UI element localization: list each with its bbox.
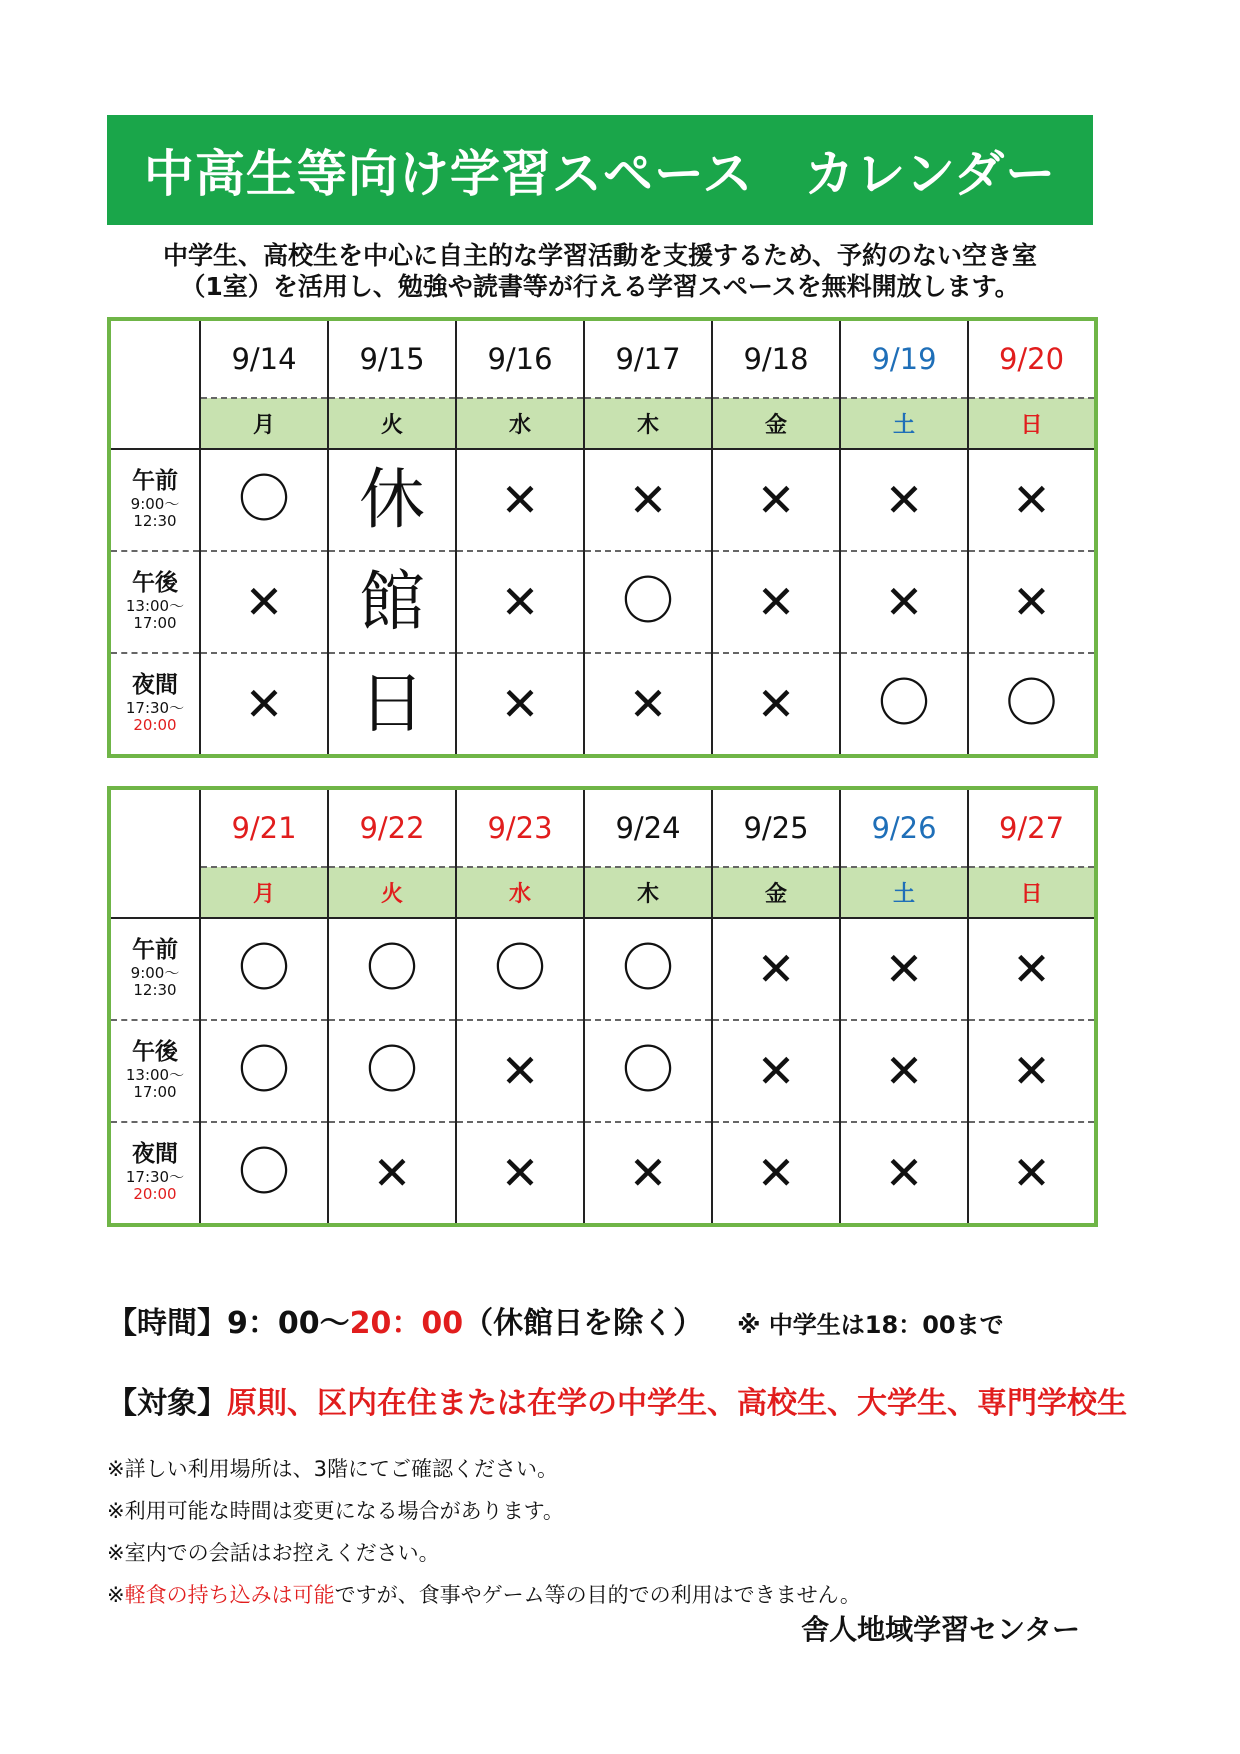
slot-row	[109, 449, 1096, 551]
availability-cell	[840, 918, 968, 1020]
open-mark: 〇	[1005, 674, 1058, 734]
organization-name: 舎人地域学習センター	[801, 1613, 1080, 1646]
weekday-cell: 日	[968, 867, 1096, 918]
closed-mark: ✕	[1012, 473, 1051, 527]
slot-label	[109, 918, 200, 1020]
date-cell: 9/21	[200, 788, 328, 867]
slot-time-end: 12:30	[133, 981, 177, 999]
open-mark: 〇	[237, 1041, 290, 1101]
date-row	[109, 319, 1096, 398]
holiday-mark: 館	[359, 563, 425, 640]
availability-cell	[200, 918, 328, 1020]
open-mark: 〇	[365, 939, 418, 999]
open-mark: 〇	[877, 674, 930, 734]
date-cell: 9/18	[712, 319, 840, 398]
closed-mark: ✕	[372, 1146, 412, 1200]
closed-mark: ✕	[1012, 1146, 1051, 1200]
weekday-cell: 木	[584, 398, 712, 449]
closed-mark: ✕	[1012, 942, 1051, 996]
slot-time-start: 9:00～	[130, 495, 180, 513]
open-mark: 〇	[237, 939, 290, 999]
closed-mark: ✕	[500, 473, 540, 527]
note-text: ですが、食事やゲーム等の目的での利用はできません。	[334, 1583, 861, 1607]
note-prefix: ※	[107, 1583, 125, 1607]
slot-row	[109, 653, 1096, 756]
note-item: ※室内での会話はお控えください。	[107, 1541, 440, 1565]
open-mark: 〇	[493, 939, 546, 999]
holiday-mark: 休	[359, 461, 425, 538]
closed-mark: ✕	[500, 1146, 540, 1200]
availability-cell	[968, 1020, 1096, 1122]
closed-mark: ✕	[628, 473, 668, 527]
closed-mark: ✕	[756, 473, 796, 527]
target-text: 原則、区内在住または在学の中学生、高校生、大学生、専門学校生	[227, 1386, 1127, 1421]
holiday-mark: 日	[359, 665, 425, 742]
hours-suffix: （休館日を除く）	[463, 1306, 704, 1341]
slot-time-start: 13:00～	[125, 597, 185, 615]
availability-cell	[328, 551, 456, 653]
weekday-cell: 土	[840, 867, 968, 918]
availability-cell	[584, 1122, 712, 1225]
availability-cell	[712, 449, 840, 551]
availability-cell	[584, 653, 712, 756]
hours-note: ※ 中学生は18：00まで	[737, 1311, 1004, 1339]
slot-time-start: 9:00～	[130, 964, 180, 982]
closed-mark: ✕	[756, 575, 796, 629]
open-mark: 〇	[365, 1041, 418, 1101]
availability-cell	[968, 1122, 1096, 1225]
availability-cell	[200, 1020, 328, 1122]
date-cell: 9/26	[840, 788, 968, 867]
closed-mark: ✕	[500, 677, 540, 731]
availability-cell	[968, 551, 1096, 653]
hours-label: 【時間】	[107, 1306, 227, 1341]
slot-label	[109, 551, 200, 653]
hours-info	[107, 1298, 1004, 1342]
closed-mark: ✕	[244, 677, 284, 731]
date-row	[109, 788, 1096, 867]
availability-cell	[456, 1122, 584, 1225]
open-mark: 〇	[621, 572, 674, 632]
availability-cell	[200, 551, 328, 653]
slot-label	[109, 449, 200, 551]
closed-mark: ✕	[756, 1146, 796, 1200]
weekday-cell: 日	[968, 398, 1096, 449]
open-mark: 〇	[237, 1143, 290, 1203]
availability-cell	[456, 551, 584, 653]
slot-label	[109, 1122, 200, 1225]
slot-time-start: 17:30～	[125, 699, 185, 717]
availability-cell	[840, 551, 968, 653]
availability-cell	[584, 1020, 712, 1122]
slot-name: 午前	[132, 937, 178, 963]
slot-row	[109, 1122, 1096, 1225]
availability-cell	[968, 653, 1096, 756]
open-mark: 〇	[621, 939, 674, 999]
closed-mark: ✕	[756, 677, 796, 731]
weekday-cell: 金	[712, 867, 840, 918]
weekday-cell: 金	[712, 398, 840, 449]
availability-cell	[712, 1122, 840, 1225]
closed-mark: ✕	[884, 473, 924, 527]
date-cell: 9/16	[456, 319, 584, 398]
availability-cell	[584, 918, 712, 1020]
slot-time-start: 13:00～	[125, 1066, 185, 1084]
weekday-row	[109, 867, 1096, 918]
availability-cell	[456, 449, 584, 551]
slot-row	[109, 918, 1096, 1020]
date-cell: 9/27	[968, 788, 1096, 867]
availability-cell	[840, 653, 968, 756]
closed-mark: ✕	[884, 942, 924, 996]
header-corner	[109, 319, 200, 398]
closed-mark: ✕	[500, 1044, 540, 1098]
weekday-cell: 木	[584, 867, 712, 918]
weekday-cell: 水	[456, 867, 584, 918]
availability-cell	[200, 653, 328, 756]
intro-text	[107, 240, 1093, 302]
note-item: ※利用可能な時間は変更になる場合があります。	[107, 1499, 564, 1523]
weekday-cell: 土	[840, 398, 968, 449]
availability-cell	[712, 918, 840, 1020]
slot-name: 夜間	[132, 1141, 178, 1167]
closed-mark: ✕	[500, 575, 540, 629]
date-cell: 9/17	[584, 319, 712, 398]
slot-time-start: 17:30～	[125, 1168, 185, 1186]
availability-cell	[840, 1020, 968, 1122]
closed-mark: ✕	[1012, 1044, 1051, 1098]
slot-label	[109, 653, 200, 756]
open-mark: 〇	[237, 470, 290, 530]
availability-cell	[200, 1122, 328, 1225]
availability-cell	[712, 1020, 840, 1122]
slot-name: 夜間	[132, 672, 178, 698]
note-item	[107, 1574, 861, 1616]
notes-list	[107, 1448, 861, 1616]
header-corner	[109, 398, 200, 449]
slot-name: 午後	[132, 570, 178, 596]
closed-mark: ✕	[628, 677, 668, 731]
slot-time-end: 17:00	[133, 614, 177, 632]
slot-time-end: 12:30	[133, 512, 177, 530]
date-cell: 9/24	[584, 788, 712, 867]
availability-cell	[968, 918, 1096, 1020]
date-cell: 9/23	[456, 788, 584, 867]
closed-mark: ✕	[756, 942, 796, 996]
availability-cell	[456, 918, 584, 1020]
weekday-cell: 月	[200, 867, 328, 918]
calendar-week-1	[107, 317, 1098, 758]
closed-mark: ✕	[884, 575, 924, 629]
weekday-cell: 火	[328, 867, 456, 918]
hours-start: 9：00～	[227, 1306, 350, 1341]
availability-cell	[328, 653, 456, 756]
calendar-week-2	[107, 786, 1098, 1227]
slot-row	[109, 1020, 1096, 1122]
availability-cell	[328, 1122, 456, 1225]
closed-mark: ✕	[756, 1044, 796, 1098]
slot-name: 午後	[132, 1039, 178, 1065]
closed-mark: ✕	[1012, 575, 1051, 629]
slot-time-end: 20:00	[133, 716, 177, 734]
closed-mark: ✕	[628, 1146, 668, 1200]
slot-label	[109, 1020, 200, 1122]
availability-cell	[456, 653, 584, 756]
slot-time-end: 20:00	[133, 1185, 177, 1203]
header-corner	[109, 788, 200, 867]
closed-mark: ✕	[244, 575, 284, 629]
intro-line-1: 中学生、高校生を中心に自主的な学習活動を支援するため、予約のない空き室	[162, 241, 1037, 270]
note-highlight: 軽食の持ち込みは可能	[124, 1583, 335, 1607]
target-label: 【対象】	[107, 1386, 227, 1421]
availability-cell	[712, 653, 840, 756]
availability-cell	[712, 551, 840, 653]
weekday-row	[109, 398, 1096, 449]
date-cell: 9/20	[968, 319, 1096, 398]
date-cell: 9/25	[712, 788, 840, 867]
note-item: ※詳しい利用場所は、3階にてご確認ください。	[107, 1457, 558, 1481]
hours-end: 20：00	[349, 1306, 464, 1341]
date-cell: 9/22	[328, 788, 456, 867]
page-title: 中高生等向け学習スペース カレンダー	[107, 115, 1093, 225]
date-cell: 9/15	[328, 319, 456, 398]
target-info	[107, 1378, 1127, 1422]
availability-cell	[456, 1020, 584, 1122]
availability-cell	[328, 918, 456, 1020]
closed-mark: ✕	[884, 1146, 924, 1200]
intro-line-2: （1室）を活用し、勉強や読書等が行える学習スペースを無料開放します。	[180, 272, 1020, 301]
availability-cell	[840, 449, 968, 551]
availability-cell	[840, 1122, 968, 1225]
closed-mark: ✕	[884, 1044, 924, 1098]
date-cell: 9/19	[840, 319, 968, 398]
availability-cell	[584, 449, 712, 551]
slot-row	[109, 551, 1096, 653]
weekday-cell: 水	[456, 398, 584, 449]
open-mark: 〇	[621, 1041, 674, 1101]
availability-cell	[968, 449, 1096, 551]
availability-cell	[584, 551, 712, 653]
date-cell: 9/14	[200, 319, 328, 398]
weekday-cell: 火	[328, 398, 456, 449]
slot-name: 午前	[132, 468, 178, 494]
weekday-cell: 月	[200, 398, 328, 449]
availability-cell	[328, 1020, 456, 1122]
header-corner	[109, 867, 200, 918]
availability-cell	[200, 449, 328, 551]
availability-cell	[328, 449, 456, 551]
slot-time-end: 17:00	[133, 1083, 177, 1101]
